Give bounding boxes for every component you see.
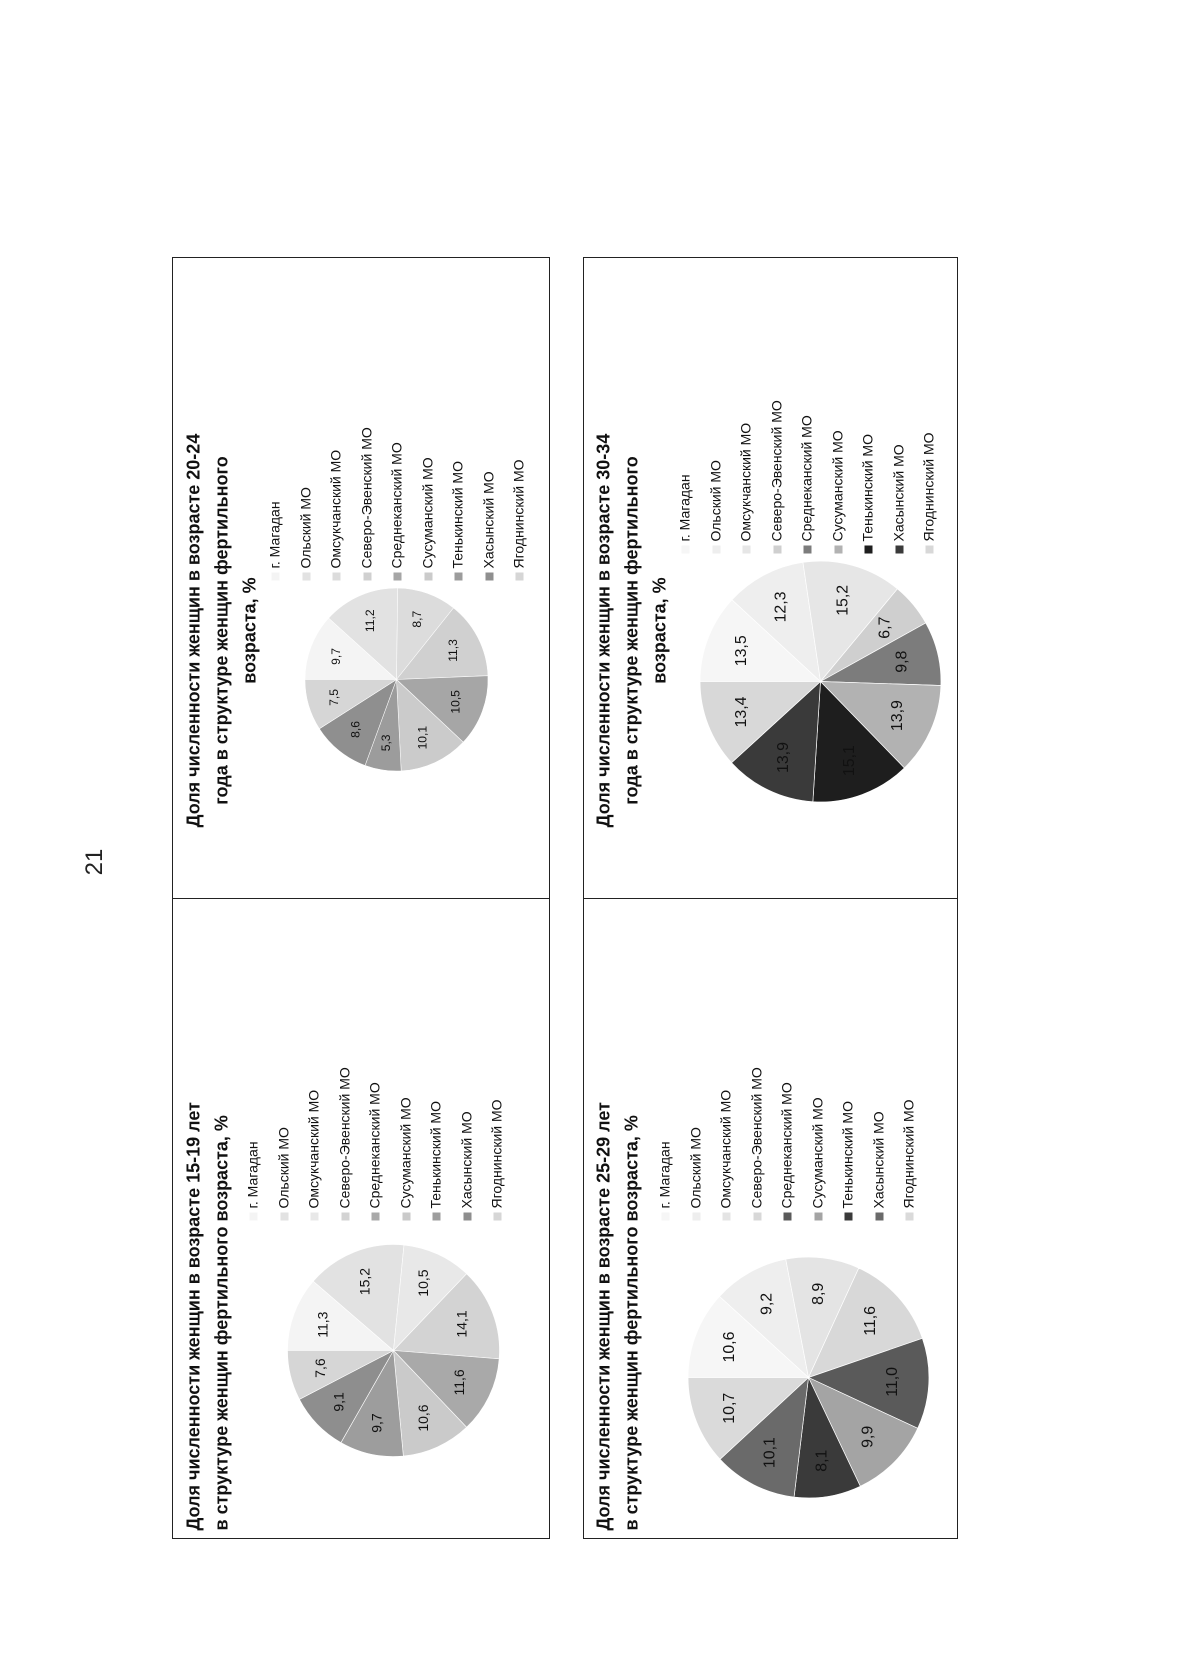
legend-label: Омсукчанский МО bbox=[717, 1089, 733, 1208]
legend-swatch bbox=[692, 1212, 700, 1220]
chart-legend bbox=[238, 1067, 513, 1220]
legend-item bbox=[504, 427, 535, 580]
slice-value-label: 6,7 bbox=[876, 616, 894, 639]
legend-label: г. Магадан bbox=[676, 473, 692, 541]
legend-label: Ягоднинский МО bbox=[488, 1098, 505, 1208]
slice-value-label: 8,7 bbox=[410, 610, 425, 628]
legend-item bbox=[761, 400, 792, 553]
legend-item bbox=[730, 400, 761, 553]
legend-label: Омсукчанский МО bbox=[737, 422, 753, 541]
legend-swatch bbox=[455, 572, 463, 580]
chart-title bbox=[180, 370, 264, 890]
pie-chart bbox=[284, 1240, 504, 1460]
pie-chart bbox=[302, 584, 492, 774]
legend-label: Среднеканский МО bbox=[388, 441, 405, 568]
slice-value-label: 10,5 bbox=[415, 1268, 432, 1297]
slice-value-label: 5,3 bbox=[379, 733, 394, 751]
legend-label: г. Магадан bbox=[244, 1140, 261, 1208]
slice-value-label: 11,6 bbox=[451, 1368, 468, 1395]
slice-value-label: 10,7 bbox=[720, 1392, 738, 1424]
legend-item bbox=[832, 1067, 863, 1220]
legend-item bbox=[802, 1067, 833, 1220]
legend-label: Тенькинский МО bbox=[449, 460, 466, 568]
legend-item bbox=[238, 1067, 269, 1220]
legend-label: Хасынский МО bbox=[889, 443, 906, 541]
slice-value-label: 7,6 bbox=[312, 1357, 329, 1378]
slice-value-label: 11,6 bbox=[861, 1305, 879, 1336]
slice-value-label: 11,3 bbox=[445, 638, 460, 662]
slice-value-label: 9,7 bbox=[368, 1412, 385, 1433]
legend-label: Хасынский МО bbox=[869, 1110, 886, 1208]
legend-swatch bbox=[494, 1212, 502, 1220]
page-number: 21 bbox=[81, 848, 108, 876]
slice-value-label: 12,3 bbox=[771, 590, 789, 622]
legend-label: Ягоднинский МО bbox=[510, 458, 527, 568]
legend-item bbox=[321, 427, 352, 580]
slice-value-label: 13,4 bbox=[732, 696, 750, 727]
legend-item bbox=[443, 427, 474, 580]
legend-label: Сусуманский МО bbox=[808, 1096, 825, 1208]
chart-title-line: Доля численности женщин в возрасте 20-24 bbox=[183, 433, 204, 827]
slice-value-label: 11,0 bbox=[883, 1366, 901, 1397]
slice-value-label: 13,9 bbox=[888, 699, 906, 731]
legend-item bbox=[822, 400, 853, 553]
legend-item bbox=[791, 400, 822, 553]
legend-label: Северо-Эвенский МО bbox=[767, 399, 784, 541]
legend-label: Среднеканский МО bbox=[798, 414, 814, 541]
legend-item bbox=[351, 427, 382, 580]
legend-label: Сусуманский МО bbox=[419, 456, 435, 568]
legend-item bbox=[421, 1067, 452, 1220]
slice-value-label: 9,9 bbox=[859, 1425, 877, 1448]
slice-value-label: 10,6 bbox=[414, 1403, 431, 1432]
legend-label: Среднеканский МО bbox=[366, 1081, 383, 1208]
legend-swatch bbox=[814, 1212, 822, 1220]
legend-item bbox=[451, 1067, 482, 1220]
chart-panel-25-29 bbox=[583, 897, 958, 1539]
slice-value-label: 10,1 bbox=[415, 725, 430, 749]
legend-swatch bbox=[485, 572, 493, 580]
legend-item bbox=[852, 400, 883, 553]
legend-item bbox=[700, 400, 731, 553]
slice-value-label: 9,7 bbox=[328, 647, 343, 665]
slice-value-label: 10,1 bbox=[760, 1436, 778, 1468]
legend-swatch bbox=[302, 572, 310, 580]
chart-legend bbox=[260, 427, 535, 580]
legend-label: Ягоднинский МО bbox=[900, 1098, 916, 1208]
legend-label: г. Магадан bbox=[266, 500, 283, 568]
legend-item bbox=[680, 1067, 711, 1220]
legend-swatch bbox=[783, 1212, 791, 1220]
legend-label: Тенькинский МО bbox=[859, 433, 875, 541]
legend-label: Ольский МО bbox=[297, 486, 313, 568]
legend-label: г. Магадан bbox=[656, 1140, 672, 1208]
slice-value-label: 14,1 bbox=[453, 1309, 470, 1338]
chart-title-line: возраста, % bbox=[239, 576, 260, 684]
legend-swatch bbox=[363, 572, 371, 580]
legend-swatch bbox=[753, 1212, 761, 1220]
legend-label: Омсукчанский МО bbox=[305, 1089, 322, 1208]
legend-label: Омсукчанский МО bbox=[327, 449, 344, 568]
chart-title bbox=[180, 1010, 236, 1530]
legend-swatch bbox=[905, 1212, 913, 1220]
legend-label: Сусуманский МО bbox=[828, 429, 845, 541]
legend-item bbox=[482, 1067, 513, 1220]
legend-swatch bbox=[272, 572, 280, 580]
slice-value-label: 11,3 bbox=[314, 1311, 331, 1338]
legend-label: Северо-Эвенский МО bbox=[336, 1066, 352, 1208]
chart-title-line: Доля численности женщин в возрасте 25-29 лет bbox=[593, 1101, 613, 1530]
legend-item bbox=[669, 400, 700, 553]
legend-item bbox=[771, 1067, 802, 1220]
legend-item bbox=[649, 1067, 680, 1220]
slice-value-label: 8,1 bbox=[812, 1449, 830, 1472]
chart-title-line: в структуре женщин фертильного возраста, % bbox=[211, 1114, 232, 1530]
chart-legend bbox=[649, 1067, 924, 1220]
legend-item bbox=[893, 1067, 924, 1220]
legend-swatch bbox=[875, 1212, 883, 1220]
legend-swatch bbox=[394, 572, 402, 580]
chart-panel-20-24 bbox=[172, 257, 550, 899]
legend-label: Северо-Эвенский МО bbox=[358, 426, 374, 568]
legend-swatch bbox=[895, 545, 903, 553]
legend-label: Тенькинский МО bbox=[839, 1100, 855, 1208]
chart-title-line: года в структуре женщин фертильного bbox=[211, 455, 232, 805]
chart-title-line: Доля численности женщин в возрасте 15-19 лет bbox=[183, 1101, 204, 1530]
chart-panel-30-34 bbox=[583, 257, 958, 899]
legend-label: Среднеканский МО bbox=[778, 1081, 794, 1208]
legend-swatch bbox=[722, 1212, 730, 1220]
legend-swatch bbox=[773, 545, 781, 553]
legend-item bbox=[360, 1067, 391, 1220]
legend-label: Хасынский МО bbox=[480, 470, 496, 568]
legend-item bbox=[863, 1067, 894, 1220]
legend-item bbox=[741, 1067, 772, 1220]
legend-swatch bbox=[925, 545, 933, 553]
pie-chart bbox=[683, 1252, 933, 1502]
legend-swatch bbox=[311, 1212, 319, 1220]
legend-swatch bbox=[712, 545, 720, 553]
slice-value-label: 10,5 bbox=[448, 689, 463, 714]
legend-item bbox=[268, 1067, 299, 1220]
chart-title-line: Доля численности женщин в возрасте 30-34 bbox=[593, 433, 613, 827]
legend-swatch bbox=[433, 1212, 441, 1220]
legend-label: Ольский МО bbox=[275, 1126, 291, 1208]
legend-swatch bbox=[372, 1212, 380, 1220]
legend-item bbox=[290, 427, 321, 580]
legend-label: Хасынский МО bbox=[458, 1110, 474, 1208]
legend-swatch bbox=[463, 1212, 471, 1220]
legend-label: Ольский МО bbox=[706, 459, 723, 541]
slice-value-label: 7,5 bbox=[327, 688, 342, 706]
chart-title-line: возраста, % bbox=[649, 576, 669, 684]
legend-swatch bbox=[803, 545, 811, 553]
slice-value-label: 8,6 bbox=[348, 720, 363, 738]
slice-value-label: 15,1 bbox=[840, 744, 858, 776]
legend-item bbox=[299, 1067, 330, 1220]
chart-legend bbox=[669, 400, 944, 553]
slice-value-label: 9,2 bbox=[757, 1292, 775, 1315]
chart-title-line: года в структуре женщин фертильного bbox=[621, 455, 641, 805]
slice-value-label: 15,2 bbox=[356, 1267, 373, 1295]
legend-swatch bbox=[844, 1212, 852, 1220]
legend-swatch bbox=[742, 545, 750, 553]
chart-title bbox=[589, 370, 673, 890]
slice-value-label: 15,2 bbox=[833, 584, 851, 616]
legend-item bbox=[260, 427, 291, 580]
legend-swatch bbox=[333, 572, 341, 580]
legend-item bbox=[883, 400, 914, 553]
legend-item bbox=[329, 1067, 360, 1220]
legend-swatch bbox=[661, 1212, 669, 1220]
pie-chart bbox=[695, 556, 945, 806]
slice-value-label: 13,9 bbox=[774, 741, 792, 773]
legend-label: Тенькинский МО bbox=[427, 1100, 444, 1208]
slice-value-label: 11,2 bbox=[363, 608, 378, 632]
legend-swatch bbox=[250, 1212, 258, 1220]
slice-value-label: 9,1 bbox=[330, 1391, 347, 1412]
slice-value-label: 10,6 bbox=[720, 1331, 738, 1363]
legend-swatch bbox=[864, 545, 872, 553]
legend-item bbox=[913, 400, 944, 553]
legend-item bbox=[390, 1067, 421, 1220]
legend-swatch bbox=[516, 572, 524, 580]
legend-label: Северо-Эвенский МО bbox=[747, 1066, 764, 1208]
legend-item bbox=[412, 427, 443, 580]
chart-panel-15-19 bbox=[172, 897, 550, 1539]
legend-item bbox=[382, 427, 413, 580]
legend-label: Сусуманский МО bbox=[397, 1096, 413, 1208]
legend-swatch bbox=[424, 572, 432, 580]
chart-title bbox=[589, 1010, 645, 1530]
legend-item bbox=[473, 427, 504, 580]
slice-value-label: 13,5 bbox=[732, 634, 750, 666]
legend-label: Ягоднинский МО bbox=[920, 431, 936, 541]
legend-swatch bbox=[341, 1212, 349, 1220]
legend-swatch bbox=[280, 1212, 288, 1220]
chart-title-line: в структуре женщин фертильного возраста, % bbox=[621, 1114, 641, 1530]
legend-swatch bbox=[681, 545, 689, 553]
slice-value-label: 9,8 bbox=[893, 650, 911, 673]
legend-swatch bbox=[402, 1212, 410, 1220]
legend-swatch bbox=[834, 545, 842, 553]
legend-label: Ольский МО bbox=[686, 1126, 703, 1208]
legend-item bbox=[710, 1067, 741, 1220]
slice-value-label: 8,9 bbox=[809, 1282, 827, 1305]
